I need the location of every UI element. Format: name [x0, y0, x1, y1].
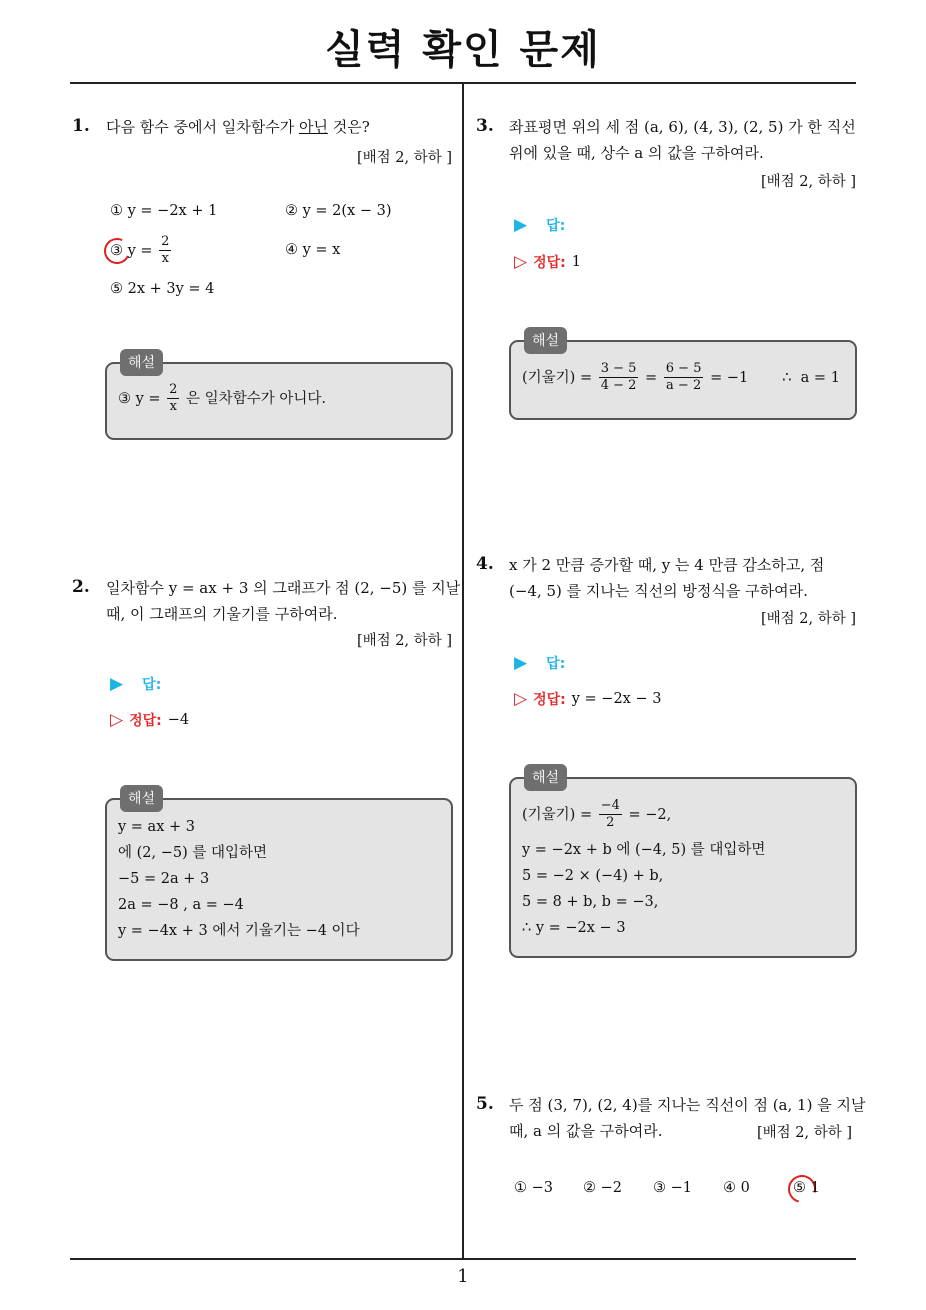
- q5-choice-2[interactable]: ② −2: [583, 1180, 622, 1196]
- footer-divider: [70, 1258, 856, 1260]
- q1-choice-3-numerator: 2: [161, 234, 170, 249]
- q1-score: [배점 2, 하하 ]: [356, 150, 452, 166]
- q1-choice-3-denominator: x: [161, 251, 169, 266]
- q1-solution-numerator: 2: [169, 382, 178, 397]
- q5-choice-1[interactable]: ① −3: [514, 1180, 553, 1196]
- q3-line-1: 좌표평면 위의 세 점 (a, 6), (4, 3), (2, 5) 가 한 직선: [509, 118, 856, 136]
- q3-number: 3.: [476, 116, 494, 136]
- page-number: 1: [457, 1266, 469, 1287]
- q4-answer-row[interactable]: [514, 653, 565, 673]
- q3-key-row: [514, 252, 581, 272]
- q2-solution-lines: [118, 814, 360, 944]
- q3-line-2: 위에 있을 때, 상수 a 의 값을 구하여라.: [509, 144, 764, 162]
- q3-key-label: 정답:: [533, 255, 566, 271]
- q3-solution-equals: =: [640, 369, 662, 386]
- q4-solution-pre: (기울기) =: [522, 806, 597, 823]
- q3-answer-label: 답:: [546, 218, 566, 234]
- q3-solution-therefore: ∴ a = 1: [782, 369, 840, 386]
- q5-choice-4[interactable]: ④ 0: [723, 1180, 750, 1196]
- play-arrow-icon: ▶: [514, 215, 528, 235]
- q1-solution-fraction: [167, 382, 179, 415]
- q4-score: [배점 2, 하하 ]: [760, 611, 856, 627]
- q1-choice-3-pre: ③ y =: [110, 242, 158, 259]
- q2-number: 2.: [72, 577, 90, 597]
- q1-choice-3-fraction: [159, 234, 171, 267]
- q2-key-value: −4: [167, 712, 190, 728]
- outline-arrow-icon: ▷: [514, 252, 528, 272]
- q1-text-b: 것은?: [327, 118, 370, 136]
- q4-solution-line-2: y = −2x + b 에 (−4, 5) 를 대입하면: [522, 842, 766, 858]
- q1-text-underlined: 아닌: [298, 118, 328, 136]
- q1-choice-4[interactable]: ④ y = x: [285, 242, 341, 258]
- outline-arrow-icon: ▷: [514, 689, 528, 709]
- q1-solution-line: [118, 382, 326, 415]
- q2-score: [배점 2, 하하 ]: [356, 633, 452, 649]
- outline-arrow-icon: ▷: [110, 710, 124, 730]
- q4-line-1: x 가 2 만큼 증가할 때, y 는 4 만큼 감소하고, 점: [509, 556, 825, 574]
- q4-answer-label: 답:: [546, 656, 566, 672]
- q5-line-1: 두 점 (3, 7), (2, 4)를 지나는 직선이 점 (a, 1) 을 지날: [509, 1096, 866, 1114]
- q4-solution-numerator: −4: [600, 798, 620, 813]
- q4-key-value: y = −2x − 3: [571, 691, 662, 707]
- q1-solution-post: 은 일차함수가 아니다.: [181, 390, 326, 407]
- q4-line-2: (−4, 5) 를 지나는 직선의 방정식을 구하여라.: [509, 582, 808, 600]
- q2-answer-label: 답:: [142, 677, 162, 693]
- play-arrow-icon: ▶: [514, 653, 528, 673]
- q1-choice-5[interactable]: ⑤ 2x + 3y = 4: [110, 281, 215, 297]
- q3-solution-fraction-2-numerator: 6 − 5: [665, 361, 702, 376]
- q1-choice-2[interactable]: ② y = 2(x − 3): [285, 203, 392, 219]
- q3-solution-line: [522, 361, 840, 394]
- q1-solution-denominator: x: [169, 399, 177, 414]
- q1-text-a: 다음 함수 중에서 일차함수가: [106, 118, 299, 136]
- q1-text: [106, 114, 456, 141]
- q2-key-label: 정답:: [129, 713, 162, 729]
- page-title: 실력 확인 문제: [325, 27, 601, 73]
- q4-key-label: 정답:: [533, 692, 566, 708]
- q5-line-2: 때, a 의 값을 구하여라.: [509, 1122, 663, 1140]
- q3-answer-row[interactable]: [514, 215, 565, 235]
- q3-solution-fraction-1-numerator: 3 − 5: [600, 361, 637, 376]
- play-arrow-icon: ▶: [110, 674, 124, 694]
- q5-choice-3[interactable]: ③ −1: [653, 1180, 692, 1196]
- q4-solution-line-1: [522, 798, 671, 831]
- q2-solution-line-3: −5 = 2a + 3: [118, 871, 210, 887]
- q2-solution-line-1: y = ax + 3: [118, 819, 195, 835]
- q4-solution-post: = −2,: [623, 806, 672, 823]
- q5-score: [배점 2, 하하 ]: [756, 1125, 852, 1141]
- column-divider: [462, 83, 464, 1259]
- q3-solution-fraction-1-denominator: 4 − 2: [600, 378, 637, 393]
- q3-solution-pre: (기울기) =: [522, 369, 597, 386]
- q1-solution-pre: ③ y =: [118, 390, 166, 407]
- q2-line-2: 때, 이 그래프의 기울기를 구하여라.: [106, 605, 338, 623]
- q3-score: [배점 2, 하하 ]: [760, 174, 856, 190]
- q2-key-row: [110, 710, 189, 730]
- q4-solution-fraction: [599, 798, 622, 831]
- q1-choice-1[interactable]: ① y = −2x + 1: [110, 203, 218, 219]
- q4-solution-lines: [522, 837, 765, 941]
- q4-key-row: [514, 689, 661, 709]
- q2-solution-tag: 해설: [120, 785, 163, 812]
- q5-choice-5[interactable]: ⑤ 1: [793, 1180, 820, 1196]
- q4-solution-line-5: ∴ y = −2x − 3: [522, 920, 626, 936]
- q3-solution-fraction-2-denominator: a − 2: [666, 378, 702, 393]
- q4-solution-denominator: 2: [606, 815, 615, 830]
- q5-number: 5.: [476, 1094, 494, 1114]
- q4-solution-line-3: 5 = −2 × (−4) + b,: [522, 868, 664, 884]
- q3-solution-fraction-2: [664, 361, 704, 394]
- q2-answer-row[interactable]: [110, 674, 161, 694]
- q3-solution-tag: 해설: [524, 327, 567, 354]
- q4-solution-tag: 해설: [524, 764, 567, 791]
- q1-choice-3[interactable]: [110, 234, 173, 267]
- q1-number: 1.: [72, 116, 90, 136]
- q2-solution-line-2: 에 (2, −5) 를 대입하면: [118, 845, 268, 861]
- q3-key-value: 1: [571, 254, 581, 270]
- q2-line-1: 일차함수 y = ax + 3 의 그래프가 점 (2, −5) 를 지날: [106, 579, 461, 597]
- q3-solution-fraction-1: [599, 361, 639, 394]
- q4-number: 4.: [476, 554, 494, 574]
- q1-solution-tag: 해설: [120, 349, 163, 376]
- q4-solution-line-4: 5 = 8 + b, b = −3,: [522, 894, 659, 910]
- q2-solution-line-4: 2a = −8 , a = −4: [118, 897, 244, 913]
- q3-solution-post: = −1: [705, 369, 749, 386]
- q2-solution-line-5: y = −4x + 3 에서 기울기는 −4 이다: [118, 923, 360, 939]
